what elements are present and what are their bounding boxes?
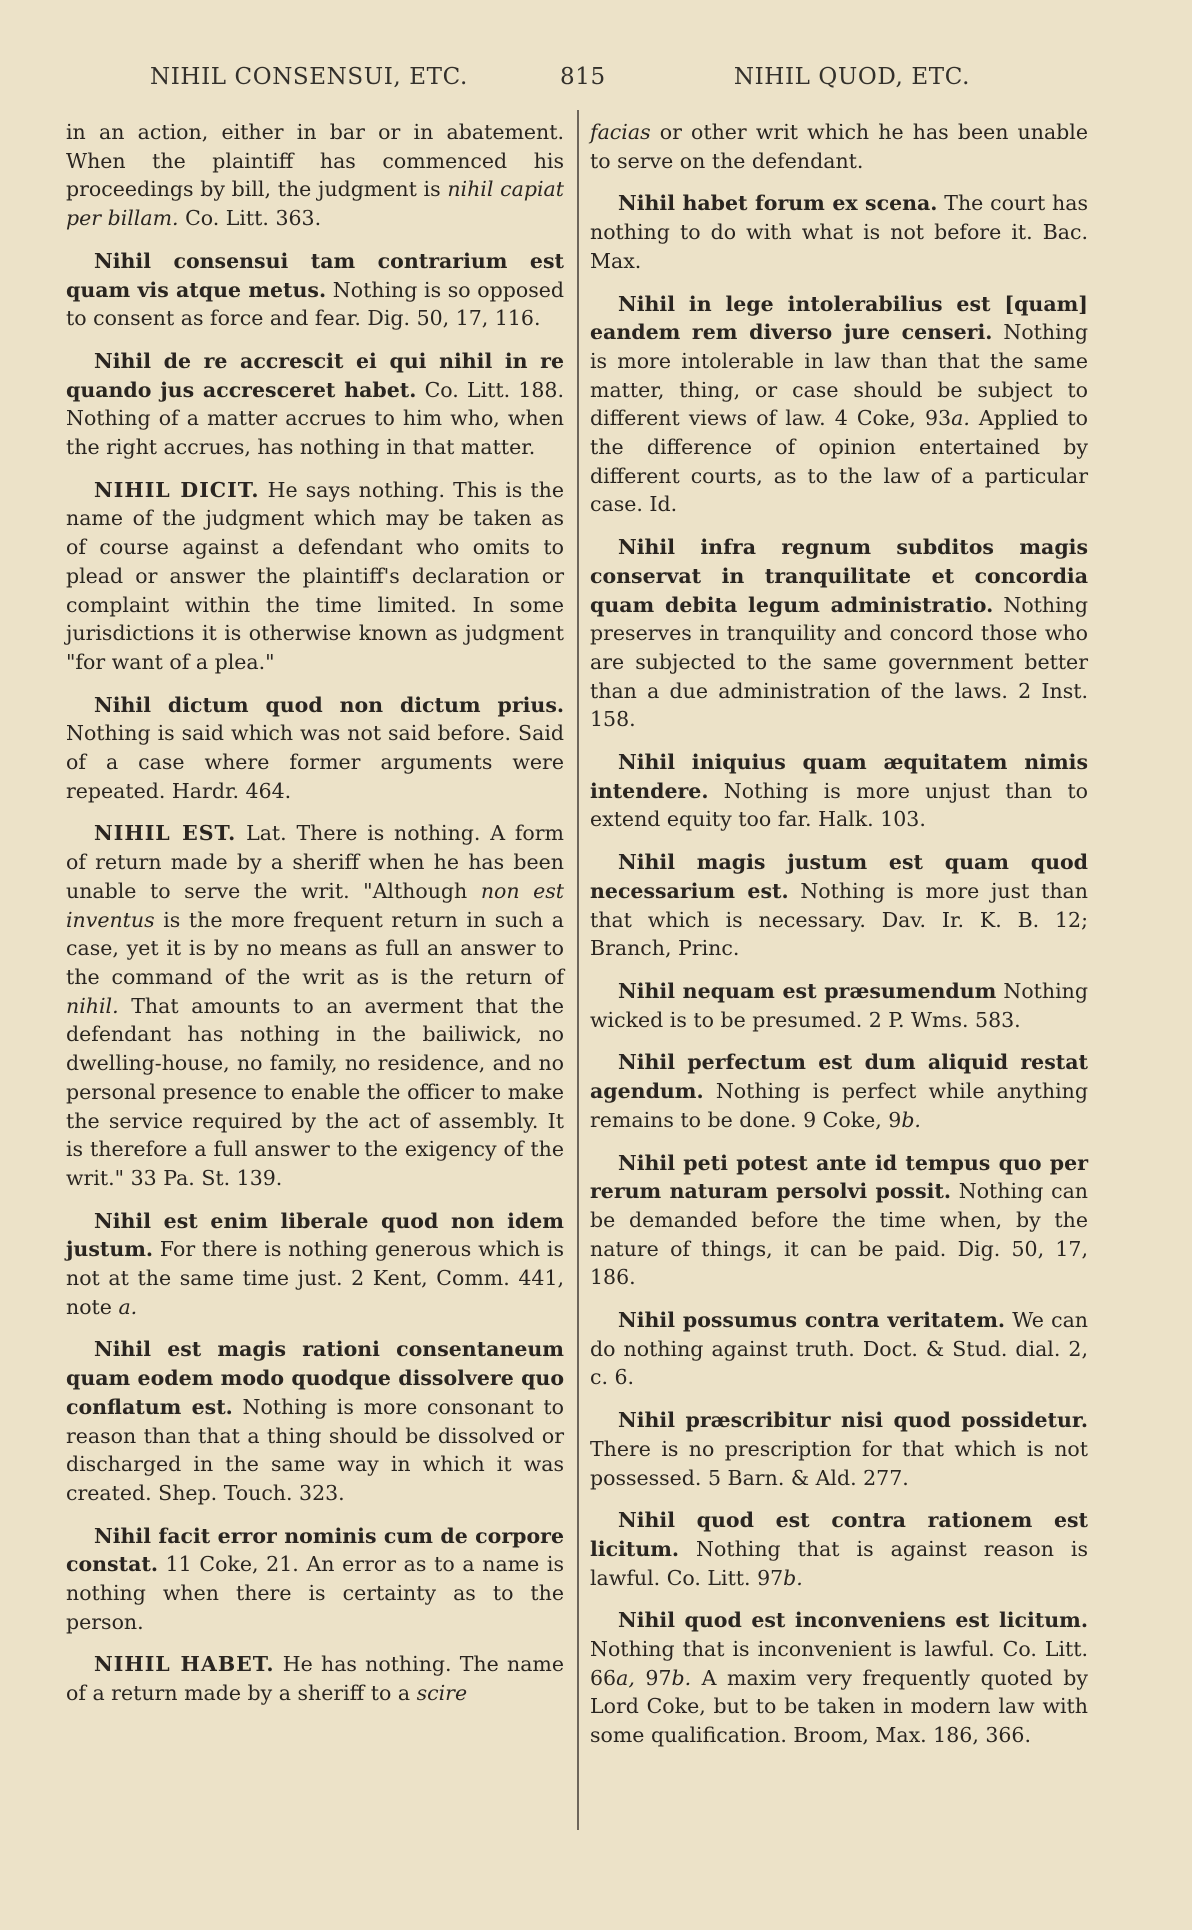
entry-body-italic: b. [783,1565,803,1590]
entry [66,1207,564,1322]
entry-body-italic: a. [118,1294,138,1319]
column-divider [577,110,579,1830]
entry-text [590,1306,1088,1392]
entry-text [590,1149,1088,1293]
entry-text [590,977,1088,1034]
entry-headword: Nihil nequam est præsumendum [618,978,997,1003]
entry-headword: Nihil quod est inconveniens est licitum. [618,1608,1088,1633]
entry [590,1306,1088,1392]
entry [590,748,1088,834]
entry-headword: Nihil dictum quod non dictum prius. [94,692,564,717]
entry [590,1048,1088,1134]
entry-text [66,347,564,462]
entry-text [590,848,1088,963]
entry [590,848,1088,963]
entry-body: 97 [634,1665,672,1690]
entry-body: Nothing that is inconvenient is lawful. Co. Litt. 66 [590,1637,1088,1690]
entry-headword: Nihil infra regnum subditos magis conservat in tranquilitate et concordia quam debita legum administratio. [590,535,1088,617]
entry-body: We can do nothing against truth. Doct. & Stud. dial. 2, c. 6. [590,1308,1088,1390]
entry-body: in an action, either in bar or in abatement. When the plaintiff has commenced his proceedings by bill, the judgment is [66,120,564,202]
entry-headword: Nihil est magis rationi consentaneum quam eodem modo quodque dissolvere quo conflatum est. [66,1337,564,1419]
entry [66,819,564,1192]
entry-headword: Nihil quod est contra rationem est licitum. [590,1508,1088,1561]
entry-body-italic: b. [671,1665,692,1690]
entry [66,1335,564,1507]
entry-continuation [66,118,564,233]
entry-headword: Nihil habet forum ex scena. [618,191,938,216]
entry-text [66,1207,564,1322]
entry-body: is the more frequent return in such a case, yet it is by no means as full an answer to the command of the writ as is the return of [66,907,564,989]
entry-headword: Nihil magis justum est quam quod necessarium est. [590,850,1088,903]
entry-text [66,247,564,333]
entry-body: Nothing is more just than that which is necessary. Dav. Ir. K. B. 12; Branch, Princ. [590,878,1088,961]
entry-body: He has nothing. The name of a return made by a sheriff to a [66,1652,564,1706]
entry-text [590,1048,1088,1134]
entry [590,1406,1088,1492]
entry [66,347,564,462]
entry-body: Nothing is more unjust than to extend equity too far. Halk. 103. [590,778,1088,832]
entry-continuation [590,118,1088,175]
entry-headword: Nihil perfectum est dum aliquid restat agendum. [590,1050,1088,1104]
entry-body-italic: a, [616,1665,635,1690]
entry-body: Co. Litt. 188. Nothing of a matter accrues to him who, when the right accrues, has nothing in that matter. [66,377,564,460]
entry-body: Nothing is so opposed to consent as force and fear. Dig. 50, 17, 116. [66,277,565,331]
entry-body: Nothing is perfect while anything remains to be done. 9 Coke, 9 [590,1079,1088,1132]
header-right-catchword: NIHIL QUOD, ETC. [733,64,970,90]
entry-headword: NIHIL HABET. [94,1652,275,1677]
entry-text [590,1406,1088,1492]
entry-text [590,1606,1088,1750]
entry-body-italic: facias [590,120,651,144]
entry [66,691,564,806]
entry [66,1522,564,1637]
running-header [140,64,970,94]
entry-headword: Nihil est enim liberale quod non idem justum. [66,1208,564,1262]
right-column [590,118,1088,1764]
entry-headword: Nihil de re accrescit ei qui nihil in re quando jus accresceret habet. [66,348,564,402]
entry-text [66,476,564,677]
entry-text [590,748,1088,834]
entry-headword: Nihil præscribitur nisi quod possidetur. [618,1408,1088,1433]
entry-text [66,1335,564,1507]
entry-body: The court has nothing to do with what is not before it. Bac. Max. [590,191,1088,273]
entry-body-italic: nihil capiat per billam. [66,177,564,231]
entry-body: Nothing preserves in tranquility and concord those who are subjected to the same government better than a due administration of the laws. 2 Inst. 158. [590,592,1088,732]
entry [590,1506,1088,1592]
entry-headword: Nihil facit error nominis cum de corpore constat. [66,1523,564,1577]
entry-text [66,819,564,1192]
entry-body: He says nothing. This is the name of the judgment which may be taken as of course against a defendant who omits to plead or answer the plaintiff's declaration or complaint within the time limited. In some jurisdictions it is otherwise known as judgment "for want of a plea." [66,477,564,674]
entry-body: Nothing wicked is to be presumed. 2 P. Wms. 583. [590,978,1088,1032]
entry-body: Applied to the difference of opinion entertained by different courts, as to the law of a particular case. Id. [590,406,1089,517]
entry-body-italic: b. [901,1107,921,1132]
entry-headword: Nihil in lege intolerabilius est [quam] eandem rem diverso jure censeri. [590,291,1088,345]
entry-headword: Nihil possumus contra veritatem. [618,1308,1006,1333]
entry-body: Co. Litt. 363. [178,206,322,231]
entry-text [590,118,1088,175]
entry [66,476,564,677]
entry-body-italic: nihil. [66,993,119,1018]
entry-body: Nothing is said which was not said before. Said of a case where former arguments were repeated. Hardr. 464. [66,721,564,803]
entry-headword: NIHIL DICIT. [94,477,260,502]
entry-text [590,533,1088,734]
entry-headword: Nihil iniquius quam æquitatem nimis intendere. [590,750,1088,803]
entry-text [66,118,564,233]
header-left-catchword: NIHIL CONSENSUI, ETC. [150,64,468,90]
entry-body: Nothing that is against reason is lawful. Co. Litt. 97 [590,1536,1088,1590]
entry-body-italic: non est inventus [66,878,564,932]
entry-body: Nothing is more consonant to reason than that a thing should be dissolved or discharged in the same way in which it was created. Shep. Touch. 323. [66,1394,565,1505]
entry-body: Lat. There is nothing. A form of return made by a sheriff when he has been unable to serve the writ. "Although [66,821,564,903]
entry [590,1606,1088,1750]
entry [590,290,1088,520]
entry-body: or other writ which he has been unable to serve on the defendant. [590,120,1088,173]
entry [590,977,1088,1034]
entry-body: 11 Coke, 21. An error as to a name is nothing when there is certainty as to the person. [66,1552,564,1634]
entry-body: A maxim very frequently quoted by Lord Coke, but to be taken in modern law with some qualification. Broom, Max. 186, 366. [590,1665,1088,1748]
entry-text [66,1522,564,1637]
entry [66,247,564,333]
entry-body: There is no prescription for that which is not possessed. 5 Barn. & Ald. 277. [590,1436,1088,1490]
entry [590,1149,1088,1293]
entry-body-italic: scire [416,1681,468,1706]
entry-text [590,1506,1088,1592]
entry-body: Nothing is more intolerable in law than that the same matter, thing, or case should be subject to different views of law. 4 Coke, 93 [590,320,1088,431]
entry [590,189,1088,275]
page-number: 815 [560,64,606,90]
entry-text [590,290,1088,520]
left-column [66,118,564,1722]
entry-text [66,1650,564,1707]
entry-headword: Nihil consensui tam contrarium est quam vis atque metus. [66,248,564,302]
entry-body: That amounts to an averment that the defendant has nothing in the bailiwick, no dwelling-house, no family, no residence, and no personal presence to enable the officer to make the service required by the act of assembly. It is therefore a full answer to the exigency of the writ." 33 Pa. St. 139. [66,993,564,1190]
entry-body-italic: a. [951,406,970,431]
entry-text [590,189,1088,275]
entry-text [66,691,564,806]
entry-body: Nothing can be demanded before the time when, by the nature of things, it can be paid. Dig. 50, 17, 186. [590,1179,1088,1290]
entry-body: For there is nothing generous which is not at the same time just. 2 Kent, Comm. 441, note [66,1237,564,1319]
entry [590,533,1088,734]
entry-headword: Nihil peti potest ante id tempus quo per rerum naturam persolvi possit. [590,1150,1088,1204]
entry [66,1650,564,1707]
entry-headword: NIHIL EST. [94,821,237,846]
